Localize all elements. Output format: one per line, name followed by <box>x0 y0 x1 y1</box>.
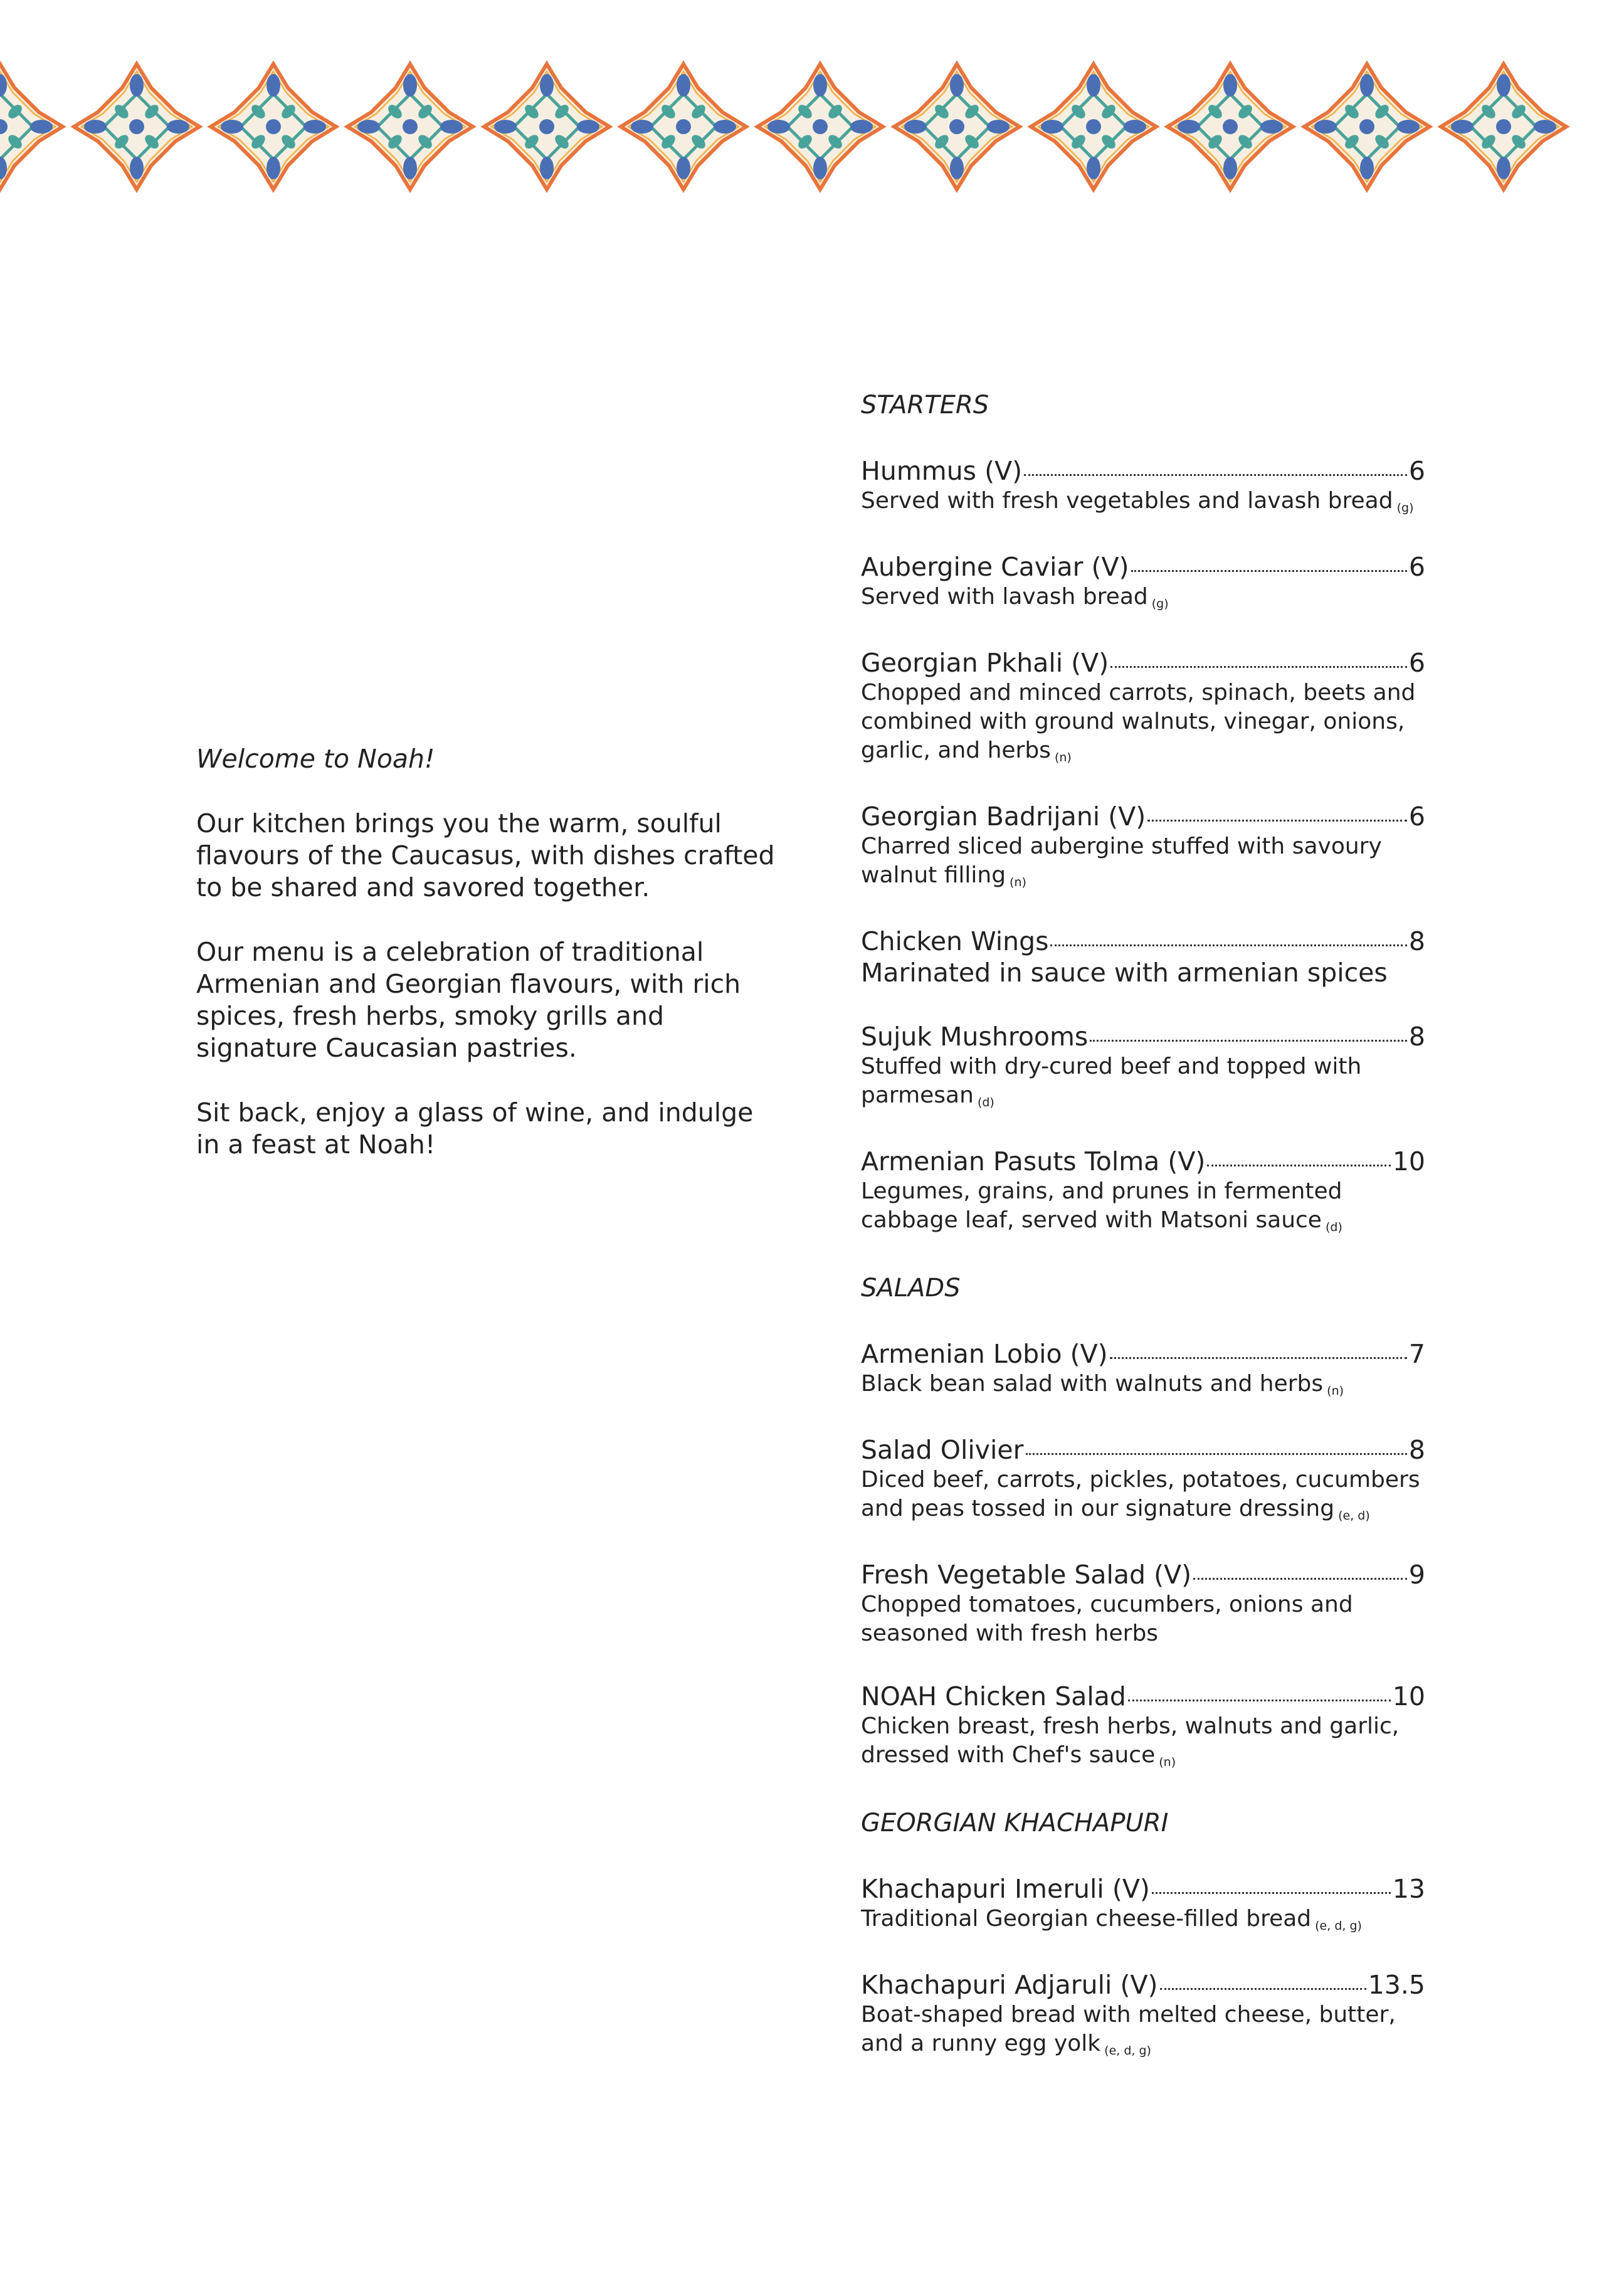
ornamental-tile-icon <box>1031 64 1156 189</box>
menu-item-name: Salad Olivier <box>861 1435 1024 1465</box>
ornamental-tile-icon <box>621 64 746 189</box>
menu-item-row <box>861 455 1425 487</box>
intro-paragraph: Our menu is a celebration of traditional Armenian and Georgian flavours, with rich spices, fresh herbs, smoky grills and signature Caucasian pastries. <box>196 937 741 1063</box>
dot-leader <box>1026 1453 1407 1455</box>
menu-item-price: 10 <box>1392 1681 1425 1711</box>
menu-item-price: 6 <box>1408 552 1425 582</box>
menu-item-description <box>861 487 1425 519</box>
menu-item <box>861 1559 1425 1648</box>
menu-item-row <box>861 1021 1425 1052</box>
ornamental-tile-icon <box>211 64 336 189</box>
ornamental-tile-icon <box>74 64 199 189</box>
menu-item-row <box>861 1681 1425 1712</box>
menu-item-name: Khachapuri Adjaruli (V) <box>861 1970 1158 2000</box>
section-heading: GEORGIAN KHACHAPURI <box>861 1809 1169 1837</box>
description-text: Chopped tomatoes, cucumbers, onions and seasoned with fresh herbs <box>861 1592 1353 1646</box>
allergen-code: (e, d, g) <box>1104 2044 1151 2058</box>
menu-item-price: 13 <box>1392 1874 1425 1904</box>
dot-leader <box>1110 666 1407 668</box>
menu-item-price: 6 <box>1408 648 1425 678</box>
description-text: Served with fresh vegetables and lavash bread <box>861 488 1393 514</box>
dot-leader <box>1147 820 1407 822</box>
menu-item-row <box>861 801 1425 832</box>
allergen-code: (d) <box>977 1096 994 1109</box>
menu-item-name: Hummus (V) <box>861 456 1023 486</box>
menu-item <box>861 1434 1425 1526</box>
menu-item-description <box>861 957 1425 988</box>
ornamental-tile-icon <box>1304 64 1430 189</box>
allergen-code: (n) <box>1010 875 1026 889</box>
section-heading: SALADS <box>861 1274 961 1303</box>
menu-item-price: 7 <box>1408 1339 1425 1369</box>
menu-item-row <box>861 1559 1425 1590</box>
menu-item-price: 9 <box>1408 1560 1425 1590</box>
menu-item-description <box>861 2001 1425 2061</box>
menu-item-row <box>861 1146 1425 1177</box>
allergen-code: (n) <box>1327 1384 1344 1398</box>
menu-item-row <box>861 1969 1425 2001</box>
ornamental-tile-icon <box>0 64 63 189</box>
menu-item-description <box>861 1590 1425 1648</box>
description-text: Black bean salad with walnuts and herbs <box>861 1371 1324 1397</box>
menu-item-row <box>861 1434 1425 1466</box>
menu-item-name: Aubergine Caviar (V) <box>861 552 1129 582</box>
dot-leader <box>1128 1700 1391 1701</box>
menu-item-name: Armenian Pasuts Tolma (V) <box>861 1146 1206 1176</box>
description-text: Stuffed with dry-cured beef and topped with parmesan <box>861 1054 1362 1108</box>
ornamental-tile-icon <box>1441 64 1566 189</box>
menu-item <box>861 1338 1425 1402</box>
ornamental-tile-icon <box>1168 64 1293 189</box>
allergen-code: (g) <box>1151 597 1169 611</box>
ornamental-tile-icon <box>894 64 1020 189</box>
intro-paragraph: Sit back, enjoy a glass of wine, and indulge in a feast at Noah! <box>196 1097 754 1160</box>
menu-item-price: 13.5 <box>1368 1970 1425 2000</box>
menu-item-name: Sujuk Mushrooms <box>861 1022 1089 1052</box>
menu-item <box>861 1021 1425 1113</box>
allergen-code: (n) <box>1054 751 1072 764</box>
menu-item <box>861 1969 1425 2061</box>
menu-item-row <box>861 551 1425 583</box>
menu-item-description <box>861 1466 1425 1526</box>
menu-item-name: Chicken Wings <box>861 926 1049 956</box>
menu-item-row <box>861 1338 1425 1370</box>
description-text: Chicken breast, fresh herbs, walnuts and garlic, dressed with Chef's sauce <box>861 1713 1400 1768</box>
dot-leader <box>1024 474 1407 476</box>
description-text: Served with lavash bread <box>861 584 1148 610</box>
description-text: Diced beef, carrots, pickles, potatoes, cucumbers and peas tossed in our signature dressing <box>861 1467 1420 1521</box>
ornamental-tile-icon <box>347 64 473 189</box>
menu-item <box>861 647 1425 768</box>
menu-item-name: Georgian Pkhali (V) <box>861 648 1109 678</box>
welcome-heading: Welcome to Noah! <box>196 744 435 774</box>
menu-item-name: Georgian Badrijani (V) <box>861 801 1146 832</box>
description-text: Chopped and minced carrots, spinach, beets and combined with ground walnuts, vinegar, onions, garlic, and herbs <box>861 680 1416 763</box>
description-text: Traditional Georgian cheese-filled bread <box>861 1906 1312 1932</box>
allergen-code: (e, d, g) <box>1315 1919 1362 1933</box>
menu-item-description <box>861 1370 1425 1402</box>
dot-leader <box>1207 1165 1390 1166</box>
description-text: Legumes, grains, and prunes in fermented cabbage leaf, served with Matsoni sauce <box>861 1178 1342 1233</box>
menu-item-description <box>861 1177 1425 1238</box>
menu-item-description <box>861 1712 1425 1773</box>
section-heading: STARTERS <box>861 391 989 420</box>
menu-item-price: 8 <box>1408 926 1425 956</box>
ornamental-tile-icon <box>757 64 883 189</box>
dot-leader <box>1090 1040 1407 1042</box>
menu-item-price: 6 <box>1408 456 1425 486</box>
menu-item-price: 10 <box>1392 1146 1425 1176</box>
description-text: Boat-shaped bread with melted cheese, butter, and a runny egg yolk <box>861 2002 1396 2056</box>
menu-item <box>861 551 1425 615</box>
menu-item-name: Khachapuri Imeruli (V) <box>861 1874 1150 1904</box>
allergen-code: (d) <box>1325 1220 1342 1234</box>
menu-item-name: Armenian Lobio (V) <box>861 1339 1108 1369</box>
menu-item-description <box>861 583 1425 615</box>
dot-leader <box>1193 1578 1407 1580</box>
menu-item <box>861 1146 1425 1238</box>
dot-leader <box>1050 944 1406 946</box>
menu-item-row <box>861 1873 1425 1905</box>
menu-item-description <box>861 832 1425 893</box>
menu-item <box>861 1681 1425 1773</box>
decorative-tile-border <box>0 60 1624 194</box>
menu-item-price: 6 <box>1408 801 1425 832</box>
ornamental-tile-icon <box>484 64 609 189</box>
intro-paragraph: Our kitchen brings you the warm, soulful flavours of the Caucasus, with dishes crafted to be shared and savored together. <box>196 808 775 902</box>
description-text: Marinated in sauce with armenian spices <box>861 958 1388 988</box>
menu-column <box>861 388 1425 2094</box>
menu-item <box>861 1873 1425 1937</box>
menu-item-description <box>861 1052 1425 1113</box>
menu-item-row <box>861 647 1425 679</box>
menu-item-description <box>861 679 1425 768</box>
dot-leader <box>1152 1892 1391 1894</box>
menu-item <box>861 801 1425 893</box>
allergen-code: (g) <box>1396 501 1414 515</box>
menu-item-price: 8 <box>1408 1022 1425 1052</box>
menu-item <box>861 455 1425 519</box>
menu-item-name: NOAH Chicken Salad <box>861 1681 1126 1711</box>
dot-leader <box>1131 570 1407 572</box>
dot-leader <box>1160 1988 1366 1990</box>
dot-leader <box>1110 1357 1407 1359</box>
allergen-code: (e, d) <box>1338 1509 1370 1523</box>
description-text: Charred sliced aubergine stuffed with savoury walnut filling <box>861 833 1382 888</box>
menu-item <box>861 926 1425 988</box>
allergen-code: (n) <box>1159 1755 1176 1769</box>
menu-item-description <box>861 1905 1425 1937</box>
menu-item-price: 8 <box>1408 1435 1425 1465</box>
welcome-intro <box>196 743 779 1193</box>
menu-item-name: Fresh Vegetable Salad (V) <box>861 1560 1192 1590</box>
menu-item-row <box>861 926 1425 957</box>
